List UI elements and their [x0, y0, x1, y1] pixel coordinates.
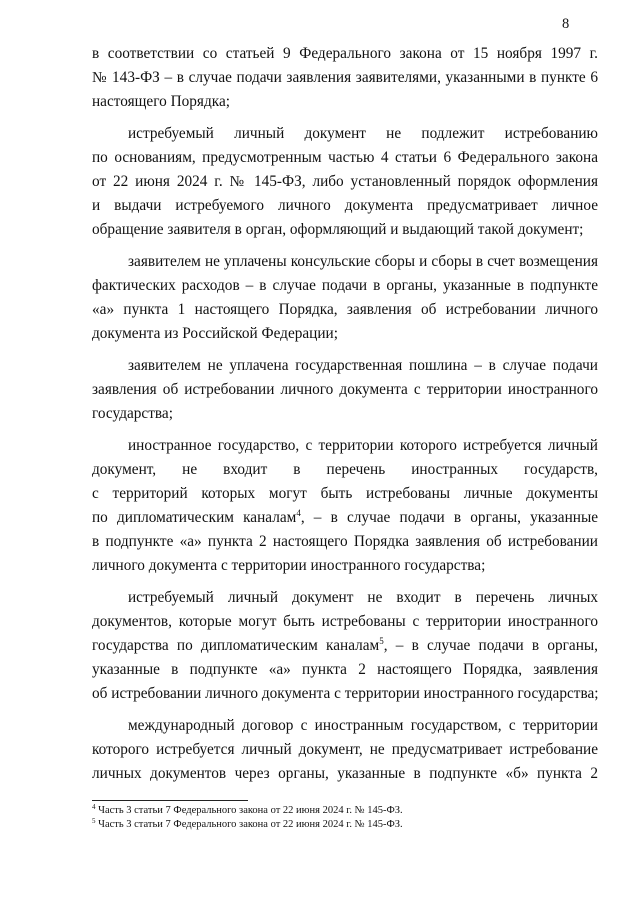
text-line: заявителем не уплачена государственная пошлина – в случае подачи	[128, 357, 598, 374]
paragraph	[92, 250, 598, 346]
text-segment: , – в случае подачи в органы,	[383, 637, 598, 654]
document-body	[92, 42, 598, 786]
footnote-marker: 5	[92, 817, 96, 825]
footnote	[92, 804, 598, 818]
footnote-marker: 4	[92, 803, 96, 811]
text-line: иностранное государство, с территории которого истребуется личный	[128, 437, 598, 454]
text-line: личных документов через органы, указанные в подпункте «б» пункта 2	[92, 765, 598, 782]
text-line: личного документа с территории иностранного государства;	[92, 557, 486, 574]
footnote-text: Часть 3 статьи 7 Федерального закона от 22 июня 2024 г. № 145-ФЗ.	[95, 819, 403, 830]
paragraph	[92, 42, 598, 114]
paragraph	[92, 714, 598, 786]
footnote-ref[interactable]: 4	[296, 508, 301, 518]
paragraph	[92, 122, 598, 242]
text-line: фактических расходов – в случае подачи в органы, указанные в подпункте	[92, 277, 598, 294]
text-line: с территорий которых могут быть истребованы личные документы	[92, 485, 598, 502]
paragraph	[92, 434, 598, 578]
text-line: настоящего Порядка;	[92, 93, 230, 110]
footnote-text: Часть 3 статьи 7 Федерального закона от 22 июня 2024 г. № 145-ФЗ.	[95, 805, 403, 816]
text-line: в подпункте «а» пункта 2 настоящего Порядка заявления об истребовании	[92, 533, 598, 550]
text-segment: государства по дипломатическим каналам	[92, 637, 380, 654]
text-line: истребуемый личный документ не входит в перечень личных	[128, 589, 598, 606]
text-line: «а» пункта 1 настоящего Порядка, заявления об истребовании личного	[92, 301, 598, 318]
text-segment: по дипломатическим каналам	[92, 509, 297, 526]
text-line: документа из Российской Федерации;	[92, 325, 338, 342]
text-line	[92, 506, 598, 530]
text-line	[92, 634, 598, 658]
text-line: и выдачи истребуемого личного документа предусматривает личное	[92, 197, 598, 214]
text-line: документ, не входит в перечень иностранных государств,	[92, 461, 598, 478]
text-segment: , – в случае подачи в органы, указанные	[300, 509, 599, 526]
text-line: по основаниям, предусмотренным частью 4 статьи 6 Федерального закона	[92, 149, 598, 166]
footnote-ref[interactable]: 5	[379, 636, 384, 646]
text-line: в соответствии со статьей 9 Федерального закона от 15 ноября 1997 г.	[92, 45, 598, 62]
text-line: которого истребуется личный документ, не предусматривает истребование	[92, 741, 598, 758]
footnote	[92, 818, 598, 832]
text-line: указанные в подпункте «а» пункта 2 настоящего Порядка, заявления	[92, 661, 598, 678]
text-line: государства;	[92, 405, 173, 422]
text-line: обращение заявителя в орган, оформляющий и выдающий такой документ;	[92, 221, 584, 238]
paragraph	[92, 354, 598, 426]
paragraph	[92, 586, 598, 706]
text-line: заявителем не уплачены консульские сборы и сборы в счет возмещения	[128, 253, 598, 270]
text-line: истребуемый личный документ не подлежит истребованию	[128, 125, 598, 142]
footnote-separator	[92, 800, 248, 801]
text-line: документов, которые могут быть истребованы с территории иностранного	[92, 613, 598, 630]
text-line: заявления об истребовании личного документа с территории иностранного	[92, 381, 598, 398]
text-line: от 22 июня 2024 г. № 145-ФЗ, либо установленный порядок оформления	[92, 173, 598, 190]
text-line: международный договор с иностранным государством, с территории	[128, 717, 598, 734]
footnotes	[92, 804, 598, 832]
text-line: об истребовании личного документа с территории иностранного государства;	[92, 685, 599, 702]
page-number: 8	[562, 16, 570, 32]
text-line: № 143-ФЗ – в случае подачи заявления заявителями, указанными в пункте 6	[92, 69, 598, 86]
